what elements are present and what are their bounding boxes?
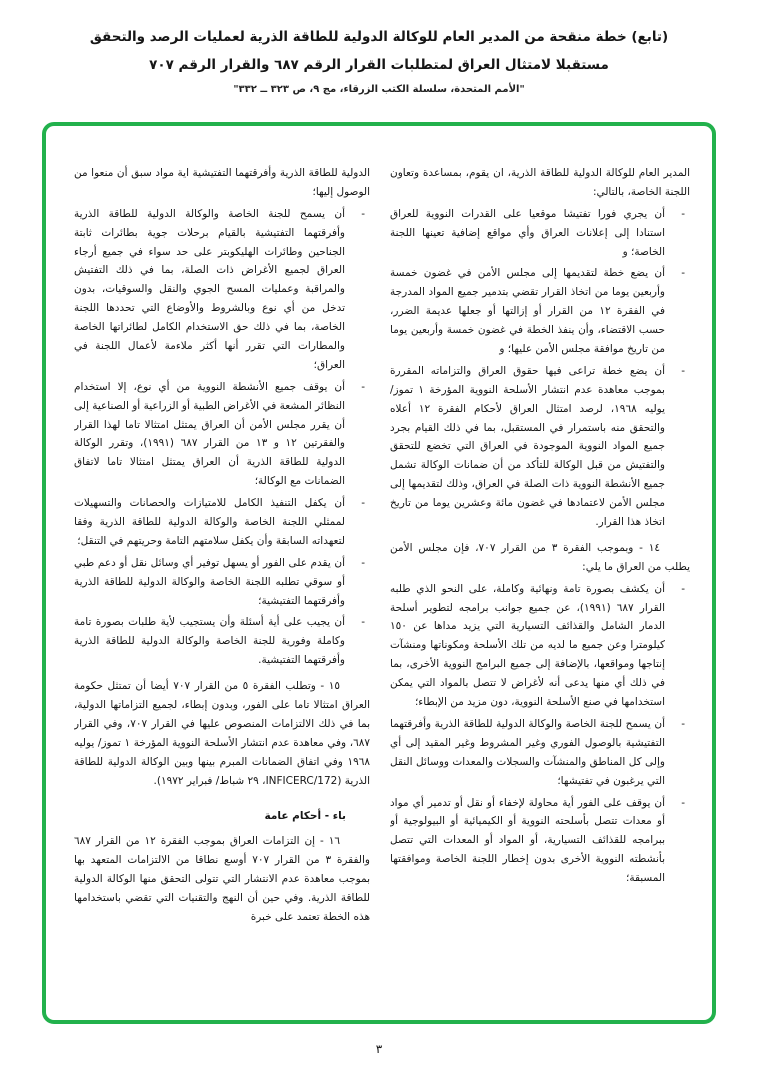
- paragraph: المدير العام للوكالة الدولية للطاقة الذرية، ان يقوم، بمساعدة وتعاون اللجنة الخاصة، بالتالي:: [390, 167, 690, 198]
- dash-marker: -: [681, 717, 685, 730]
- dash-marker: -: [681, 364, 685, 377]
- list-item: [390, 264, 690, 358]
- list-item: [390, 362, 690, 532]
- list-item-text: أن يوقف على الفور أية محاولة لإخفاء أو نقل أو تدمير أي مواد أو معدات تتصل بأسلحته النووية أو الكيميائية أو البيولوجية أو ببرامجه للقذائف التسيارية، أو المواد أو المعدات التي تتصل بأنشطته النووية الأخرى بدون إخطار اللجنة الخاصة وموافقتها المسبقة؛: [390, 796, 665, 885]
- list-item-text: أن يجيب على أية أسئلة وأن يستجيب لأية طلبات بصورة تامة وكاملة وفورية للجنة الخاصة والوكالة الدولية للطاقة الذرية وأفرقتهما التفتيشية.: [74, 616, 345, 667]
- list-item: [74, 613, 370, 670]
- list-item-text: أن يوقف جميع الأنشطة النووية من أي نوع، إلا استخدام النظائر المشعة في الأغراض الطبية أو الزراعية أو الصناعية إلى أن يقرر مجلس الأمن أن العراق يمتثل امتثالا تاما لهذا القرار والفقرتين ١٢ و ١٣ من القرار ٦٨٧ (١٩٩١)، وتقرر الوكالة الدولية للطاقة الذرية أن العراق يمتثل امتثالا تاما لاتفاق الضمانات مع الوكالة؛: [74, 380, 345, 488]
- list-item: [74, 378, 370, 491]
- paragraph: ١٤ - وبموجب الفقرة ٣ من القرار ٧٠٧، فإن مجلس الأمن يطلب من العراق ما يلي:: [390, 541, 690, 573]
- list-item-text: أن يضع خطة لتقديمها إلى مجلس الأمن في غضون خمسة وأربعين يوما من اتخاذ القرار تقضي بتدمير جميع المواد المدرجة في الفقرة ١٢ من القرار أو إزالتها أو جعلها عديمة الضرر، حسب الاقتضاء، وأن ينفذ الخطة في غضون خمسة وأربعين يوما من تاريخ موافقة مجلس الأمن عليها؛ و: [390, 267, 665, 356]
- dash-marker: -: [361, 207, 365, 220]
- document-header: [0, 24, 758, 95]
- list-item-text: أن يقدم على الفور أو يسهل توفير أي وسائل نقل أو دعم طبي أو سوقي تطلبه اللجنة الخاصة والوكالة الدولية للطاقة الذرية وأفرقتهما التفتيشية؛: [74, 556, 345, 607]
- dash-marker: -: [361, 380, 365, 393]
- dash-marker: -: [681, 207, 685, 220]
- list-item-text: أن يسمح للجنة الخاصة والوكالة الدولية للطاقة الذرية وأفرقتهما التفتيشية بالقيام برحلات جوية بطائرات ثابتة الجناحين وطائرات الهليكوبتر على حد سواء في جميع أرجاء العراق لجميع الأغراض ذات الصلة، بما في ذلك التفتيش والمراقبة وعمليات المسح الجوي والنقل والسوقيات، بدون تدخل من أي نوع وبالشروط والأوضاع التي تحددها اللجنة الخاصة، بما في ذلك حق الاستخدام الكامل لطائراتها الخاصة والمطارات التي تقرر أنها أكثر ملاءمة لأعمال اللجنة في العراق؛: [74, 207, 345, 371]
- list-item: [390, 794, 690, 888]
- doc-title-line-2: مستقبلا لامتثال العراق لمتطلبات القرار الرقم ٦٨٧ والقرار الرقم ٧٠٧: [149, 56, 609, 73]
- list-item: [390, 715, 690, 791]
- dash-marker: -: [361, 497, 365, 510]
- column-left: [74, 164, 370, 1008]
- dash-marker: -: [361, 616, 365, 629]
- doc-title-line-1: (تابع) خطة منقحة من المدير العام للوكالة الدولية للطاقة الذرية لعمليات الرصد والتحقق: [89, 29, 669, 45]
- dash-marker: -: [681, 582, 685, 595]
- section-heading: باء - أحكام عامة: [264, 809, 346, 822]
- list-item: [390, 205, 690, 262]
- list-item: [390, 580, 690, 712]
- paragraph: ١٥ - وتطلب الفقرة ٥ من القرار ٧٠٧ أيضا أن تمتثل حكومة العراق امتثالا تاما على الفور، وبدون إبطاء، لجميع التزاماتها الدولية، بما في ذلك الالتزامات المنصوص عليها في القرار ٧٠٧، وفي القرار ٦٨٧، وفي معاهدة عدم انتشار الأسلحة النووية المؤرخة ١ تموز/ يوليه ١٩٦٨ وفي اتفاق الضمانات المبرم بينها وبين الوكالة الدولية للطاقة الذرية (INFICERC/172، ٢٩ شباط/ فبراير ١٩٧٢).: [74, 680, 370, 787]
- list-item-text: أن يكشف بصورة تامة ونهائية وكاملة، على النحو الذي طلبه القرار ٦٨٧ (١٩٩١)، عن جميع جوانب برامجه لتطوير أسلحة الدمار الشامل والقذائف التسيارية التي يزيد مداها عن ١٥٠ كيلومترا وعن جميع ما لديه من تلك الأسلحة ومكوناتها ومنشآت إنتاجها ومواقعها، بالإضافة إلى جميع البرامج النووية الأخرى، بما في ذلك أي منها يدعى أنه لأغراض لا تتصل بالمواد التي يمكن استخدامها في صنع الأسلحة النووية، دون مزيد من الإبطاء؛: [390, 582, 665, 709]
- paragraph: الدولية للطاقة الذرية وأفرقتهما التفتيشية اية مواد سبق أن منعوا من الوصول إليها؛: [74, 167, 370, 198]
- list-item: [74, 494, 370, 551]
- list-item-text: أن يضع خطة تراعى فيها حقوق العراق والتزاماته المقررة بموجب معاهدة عدم انتشار الأسلحة النووية المؤرخة ١ تموز/ يوليه ١٩٦٨، لرصد امتثال العراق لأحكام الفقرة ١٢ أعلاه والتحقق منه باستمرار في المستقبل، بما في ذلك القيام بجرد جميع المواد النووية الموجودة في العراق التي تخضع للتحقق والتفتيش من قبل الوكالة للتأكد من أن ضمانات الوكالة تشمل جميع الأنشطة النووية ذات الصلة في العراق، وذلك لتقديمها إلى مجلس الأمن لاعتمادها في غضون مائة وعشرين يوما من تاريخ اتخاذ هذا القرار.: [390, 364, 665, 529]
- paragraph: ١٦ - إن التزامات العراق بموجب الفقرة ١٢ من القرار ٦٨٧ والفقرة ٣ من القرار ٧٠٧ أوسع نطاقا من الالتزامات المتعهد بها بموجب معاهدة عدم الانتشار التي تتولى التحقق منها الوكالة الدولية للطاقة الذرية. وفي حين أن النهج والتقنيات التي تقضي باستخدامها هذه الخطة تعتمد على خبرة: [74, 835, 370, 923]
- doc-source-citation: "الأمم المتحدة، سلسلة الكتب الزرقاء، مج ٩، ص ٣٢٣ ــ ٣٣٢": [233, 84, 525, 96]
- content-border-box: [42, 122, 716, 1024]
- list-item: [74, 554, 370, 611]
- list-item-text: أن يكفل التنفيذ الكامل للامتيازات والحصانات والتسهيلات لممثلي اللجنة الخاصة والوكالة الدولية للطاقة الذرية وفقا لتعهداته السابقة وأن يكفل سلامتهم التامة وحريتهم في التنقل؛: [74, 497, 345, 547]
- list-item-text: أن يسمح للجنة الخاصة والوكالة الدولية للطاقة الذرية وأفرقتهما التفتيشية بالوصول الفوري وغير المشروط وغير المقيد إلى أي وإلى كل المناطق والمنشآت والسجلات والمعدات ووسائل النقل التي يرغبون في تفتيشها؛: [390, 717, 665, 787]
- column-right: [390, 164, 690, 1008]
- list-item: [74, 205, 370, 375]
- dash-marker: -: [681, 796, 685, 809]
- page-number: ٣: [375, 1042, 383, 1056]
- dash-marker: -: [681, 267, 685, 280]
- list-item-text: أن يجري فورا تفتيشا موقعيا على القدرات النووية للعراق استنادا إلى إعلانات العراق وأي مواقع إضافية تعينها اللجنة الخاصة؛ و: [390, 207, 665, 258]
- dash-marker: -: [361, 556, 365, 569]
